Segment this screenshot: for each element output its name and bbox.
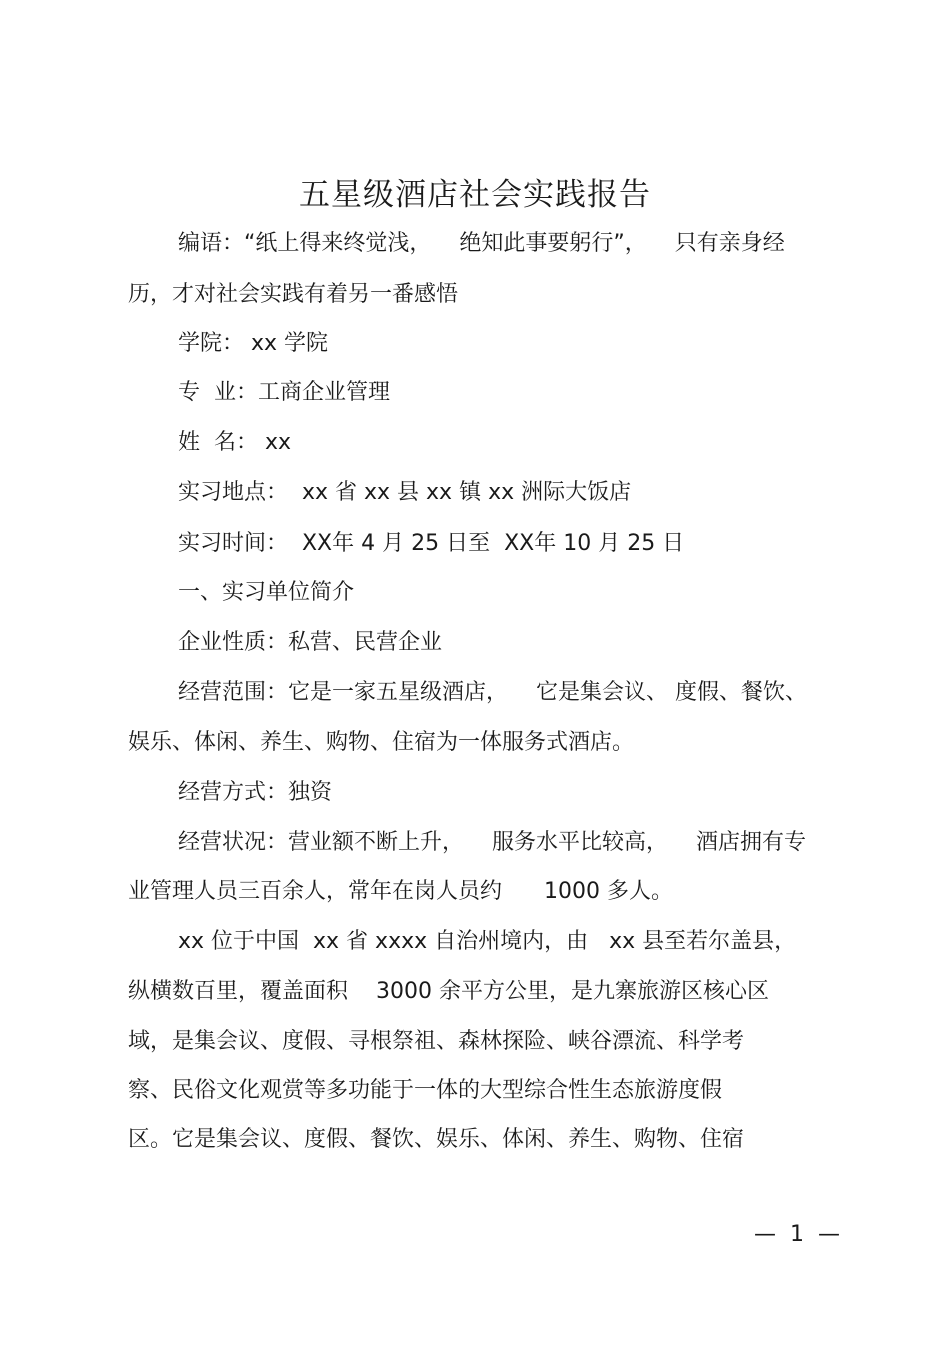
- paragraph-line: 经营方式：独资: [178, 780, 333, 805]
- paragraph-line: 姓 名： xx: [178, 430, 292, 455]
- page-number: — 1 —: [754, 1222, 840, 1247]
- paragraph-line: xx 位于中国 xx 省 xxxx 自治州境内，由 xx 县至若尔盖县，: [178, 929, 797, 954]
- paragraph-line: 察、民俗文化观赏等多功能于一体的大型综合性生态旅游度假: [128, 1078, 723, 1103]
- paragraph-line: 历，才对社会实践有着另一番感悟: [128, 282, 459, 307]
- paragraph-line: 经营范围：它是一家五星级酒店， 它是集会议、 度假、餐饮、: [178, 680, 807, 705]
- paragraph-line: 实习地点： xx 省 xx 县 xx 镇 xx 洲际大饭店: [178, 480, 632, 505]
- paragraph-line: 纵横数百里，覆盖面积 3000 余平方公里，是九寨旅游区核心区: [128, 979, 769, 1004]
- paragraph-line: 编语：“纸上得来终觉浅， 绝知此事要躬行”， 只有亲身经: [178, 231, 785, 256]
- document-title: 五星级酒店社会实践报告: [299, 177, 651, 213]
- paragraph-line: 企业性质：私营、民营企业: [178, 630, 443, 655]
- paragraph-line: 域，是集会议、度假、寻根祭祖、森林探险、峡谷漂流、科学考: [128, 1029, 745, 1054]
- paragraph-line: 业管理人员三百余人，常年在岗人员约 1000 多人。: [128, 879, 673, 904]
- paragraph-line: 区。它是集会议、度假、餐饮、娱乐、体闲、养生、购物、住宿: [128, 1127, 745, 1152]
- paragraph-line: 专 业：工商企业管理: [178, 380, 390, 405]
- section-heading: 一、实习单位简介: [178, 580, 355, 605]
- paragraph-line: 娱乐、体闲、养生、购物、住宿为一体服务式酒店。: [128, 730, 635, 755]
- paragraph-line: 经营状况：营业额不断上升， 服务水平比较高， 酒店拥有专: [178, 830, 806, 855]
- paragraph-line: 实习时间： XX年 4 月 25 日至 XX年 10 月 25 日: [178, 531, 685, 556]
- paragraph-line: 学院： xx 学院: [178, 331, 329, 356]
